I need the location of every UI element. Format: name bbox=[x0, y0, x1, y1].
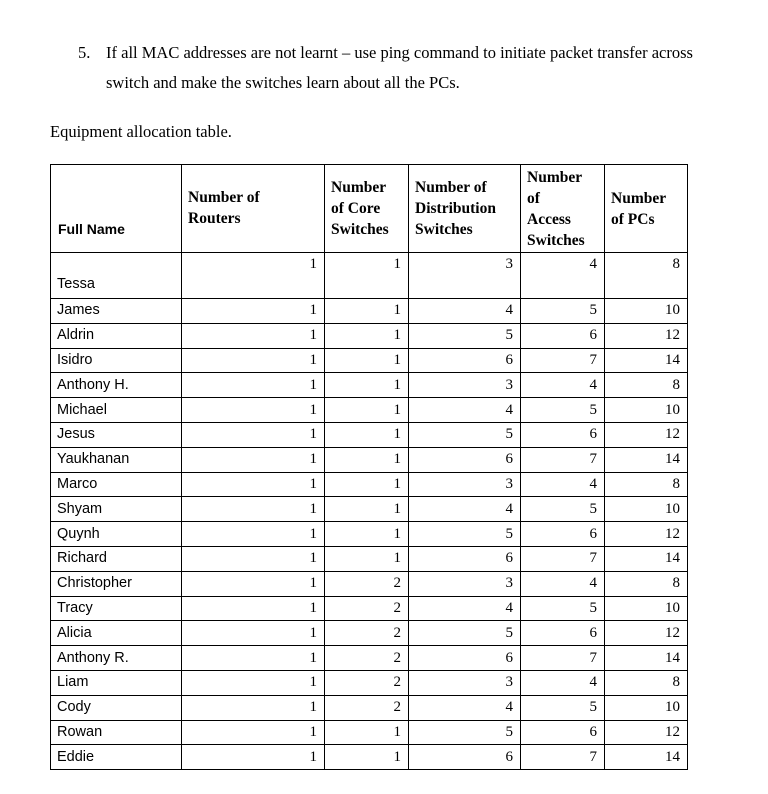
cell-core: 1 bbox=[325, 720, 409, 745]
cell-full-name: Anthony R. bbox=[51, 646, 182, 671]
cell-distribution: 5 bbox=[409, 422, 521, 447]
cell-access: 6 bbox=[521, 621, 605, 646]
cell-routers: 1 bbox=[182, 646, 325, 671]
cell-pcs: 14 bbox=[605, 646, 688, 671]
cell-routers: 1 bbox=[182, 447, 325, 472]
cell-distribution: 4 bbox=[409, 596, 521, 621]
cell-routers: 1 bbox=[182, 670, 325, 695]
cell-core: 1 bbox=[325, 522, 409, 547]
cell-core: 1 bbox=[325, 253, 409, 299]
cell-distribution: 3 bbox=[409, 571, 521, 596]
cell-distribution: 4 bbox=[409, 695, 521, 720]
cell-routers: 1 bbox=[182, 373, 325, 398]
cell-routers: 1 bbox=[182, 299, 325, 324]
cell-routers: 1 bbox=[182, 472, 325, 497]
cell-routers: 1 bbox=[182, 571, 325, 596]
header-row bbox=[51, 165, 688, 253]
cell-core: 2 bbox=[325, 571, 409, 596]
cell-routers: 1 bbox=[182, 348, 325, 373]
cell-pcs: 8 bbox=[605, 472, 688, 497]
cell-distribution: 5 bbox=[409, 720, 521, 745]
table-row bbox=[51, 447, 688, 472]
cell-pcs: 14 bbox=[605, 546, 688, 571]
cell-pcs: 12 bbox=[605, 720, 688, 745]
cell-core: 1 bbox=[325, 745, 409, 770]
cell-full-name: Tessa bbox=[51, 253, 182, 299]
table-row bbox=[51, 323, 688, 348]
cell-access: 4 bbox=[521, 472, 605, 497]
header-pcs: Number of PCs bbox=[605, 165, 688, 253]
step-number: 5. bbox=[78, 43, 91, 62]
cell-routers: 1 bbox=[182, 695, 325, 720]
cell-full-name: Christopher bbox=[51, 571, 182, 596]
cell-distribution: 4 bbox=[409, 497, 521, 522]
cell-routers: 1 bbox=[182, 621, 325, 646]
step-text-line-2: switch and make the switches learn about all the PCs. bbox=[106, 73, 460, 92]
table-row bbox=[51, 348, 688, 373]
cell-access: 4 bbox=[521, 571, 605, 596]
cell-pcs: 12 bbox=[605, 323, 688, 348]
cell-access: 7 bbox=[521, 646, 605, 671]
cell-pcs: 14 bbox=[605, 348, 688, 373]
table-row bbox=[51, 398, 688, 423]
table-row bbox=[51, 695, 688, 720]
cell-access: 7 bbox=[521, 348, 605, 373]
header-distribution-switches: Number of Distribution Switches bbox=[409, 165, 521, 253]
cell-access: 4 bbox=[521, 373, 605, 398]
cell-pcs: 10 bbox=[605, 398, 688, 423]
table-row bbox=[51, 596, 688, 621]
cell-full-name: Alicia bbox=[51, 621, 182, 646]
cell-pcs: 8 bbox=[605, 670, 688, 695]
cell-distribution: 6 bbox=[409, 447, 521, 472]
cell-core: 1 bbox=[325, 323, 409, 348]
header-routers: Number of Routers bbox=[182, 165, 325, 253]
cell-pcs: 14 bbox=[605, 745, 688, 770]
cell-pcs: 12 bbox=[605, 522, 688, 547]
cell-full-name: James bbox=[51, 299, 182, 324]
equipment-allocation-table bbox=[50, 164, 688, 770]
cell-pcs: 12 bbox=[605, 621, 688, 646]
cell-access: 5 bbox=[521, 299, 605, 324]
table-row bbox=[51, 422, 688, 447]
cell-distribution: 3 bbox=[409, 670, 521, 695]
cell-access: 6 bbox=[521, 522, 605, 547]
cell-access: 5 bbox=[521, 596, 605, 621]
cell-pcs: 12 bbox=[605, 422, 688, 447]
cell-core: 2 bbox=[325, 695, 409, 720]
header-full-name: Full Name bbox=[51, 165, 182, 253]
cell-full-name: Cody bbox=[51, 695, 182, 720]
cell-access: 4 bbox=[521, 670, 605, 695]
cell-routers: 1 bbox=[182, 253, 325, 299]
table-row bbox=[51, 522, 688, 547]
table-caption: Equipment allocation table. bbox=[50, 122, 232, 141]
cell-routers: 1 bbox=[182, 398, 325, 423]
cell-distribution: 5 bbox=[409, 621, 521, 646]
table-row bbox=[51, 720, 688, 745]
cell-full-name: Liam bbox=[51, 670, 182, 695]
cell-access: 6 bbox=[521, 720, 605, 745]
cell-access: 7 bbox=[521, 447, 605, 472]
cell-core: 1 bbox=[325, 348, 409, 373]
cell-core: 1 bbox=[325, 497, 409, 522]
table-row bbox=[51, 745, 688, 770]
cell-full-name: Richard bbox=[51, 546, 182, 571]
cell-core: 1 bbox=[325, 398, 409, 423]
table-row bbox=[51, 621, 688, 646]
table-row bbox=[51, 670, 688, 695]
cell-full-name: Eddie bbox=[51, 745, 182, 770]
cell-pcs: 8 bbox=[605, 571, 688, 596]
cell-distribution: 6 bbox=[409, 745, 521, 770]
cell-full-name: Shyam bbox=[51, 497, 182, 522]
cell-core: 1 bbox=[325, 546, 409, 571]
cell-distribution: 5 bbox=[409, 323, 521, 348]
step-text-line-1: If all MAC addresses are not learnt – use ping command to initiate packet transfer across bbox=[106, 43, 693, 62]
cell-pcs: 10 bbox=[605, 695, 688, 720]
cell-routers: 1 bbox=[182, 745, 325, 770]
cell-routers: 1 bbox=[182, 546, 325, 571]
cell-routers: 1 bbox=[182, 497, 325, 522]
cell-access: 7 bbox=[521, 546, 605, 571]
cell-distribution: 3 bbox=[409, 472, 521, 497]
cell-full-name: Anthony H. bbox=[51, 373, 182, 398]
cell-core: 2 bbox=[325, 621, 409, 646]
cell-access: 6 bbox=[521, 323, 605, 348]
table-row bbox=[51, 646, 688, 671]
cell-access: 5 bbox=[521, 497, 605, 522]
cell-full-name: Jesus bbox=[51, 422, 182, 447]
cell-core: 2 bbox=[325, 646, 409, 671]
cell-full-name: Rowan bbox=[51, 720, 182, 745]
cell-core: 2 bbox=[325, 596, 409, 621]
cell-distribution: 6 bbox=[409, 646, 521, 671]
cell-distribution: 6 bbox=[409, 348, 521, 373]
cell-core: 1 bbox=[325, 373, 409, 398]
cell-core: 1 bbox=[325, 422, 409, 447]
table-row bbox=[51, 497, 688, 522]
table-body bbox=[51, 253, 688, 770]
table-row bbox=[51, 472, 688, 497]
cell-pcs: 8 bbox=[605, 373, 688, 398]
table-row bbox=[51, 253, 688, 299]
cell-full-name: Isidro bbox=[51, 348, 182, 373]
cell-pcs: 14 bbox=[605, 447, 688, 472]
cell-pcs: 10 bbox=[605, 596, 688, 621]
header-access-switches: Number of Access Switches bbox=[521, 165, 605, 253]
cell-distribution: 3 bbox=[409, 373, 521, 398]
cell-core: 2 bbox=[325, 670, 409, 695]
cell-distribution: 6 bbox=[409, 546, 521, 571]
cell-distribution: 5 bbox=[409, 522, 521, 547]
cell-full-name: Yaukhanan bbox=[51, 447, 182, 472]
cell-routers: 1 bbox=[182, 720, 325, 745]
cell-full-name: Tracy bbox=[51, 596, 182, 621]
cell-pcs: 10 bbox=[605, 299, 688, 324]
cell-pcs: 8 bbox=[605, 253, 688, 299]
cell-core: 1 bbox=[325, 447, 409, 472]
cell-access: 5 bbox=[521, 695, 605, 720]
cell-access: 5 bbox=[521, 398, 605, 423]
table-row bbox=[51, 373, 688, 398]
table-row bbox=[51, 571, 688, 596]
cell-pcs: 10 bbox=[605, 497, 688, 522]
cell-access: 6 bbox=[521, 422, 605, 447]
cell-routers: 1 bbox=[182, 422, 325, 447]
header-core-switches: Number of Core Switches bbox=[325, 165, 409, 253]
cell-full-name: Quynh bbox=[51, 522, 182, 547]
cell-core: 1 bbox=[325, 299, 409, 324]
cell-full-name: Michael bbox=[51, 398, 182, 423]
cell-access: 7 bbox=[521, 745, 605, 770]
cell-distribution: 3 bbox=[409, 253, 521, 299]
cell-routers: 1 bbox=[182, 522, 325, 547]
table-row bbox=[51, 299, 688, 324]
cell-core: 1 bbox=[325, 472, 409, 497]
table-row bbox=[51, 546, 688, 571]
cell-full-name: Aldrin bbox=[51, 323, 182, 348]
cell-routers: 1 bbox=[182, 323, 325, 348]
cell-full-name: Marco bbox=[51, 472, 182, 497]
cell-distribution: 4 bbox=[409, 299, 521, 324]
cell-distribution: 4 bbox=[409, 398, 521, 423]
cell-access: 4 bbox=[521, 253, 605, 299]
cell-routers: 1 bbox=[182, 596, 325, 621]
